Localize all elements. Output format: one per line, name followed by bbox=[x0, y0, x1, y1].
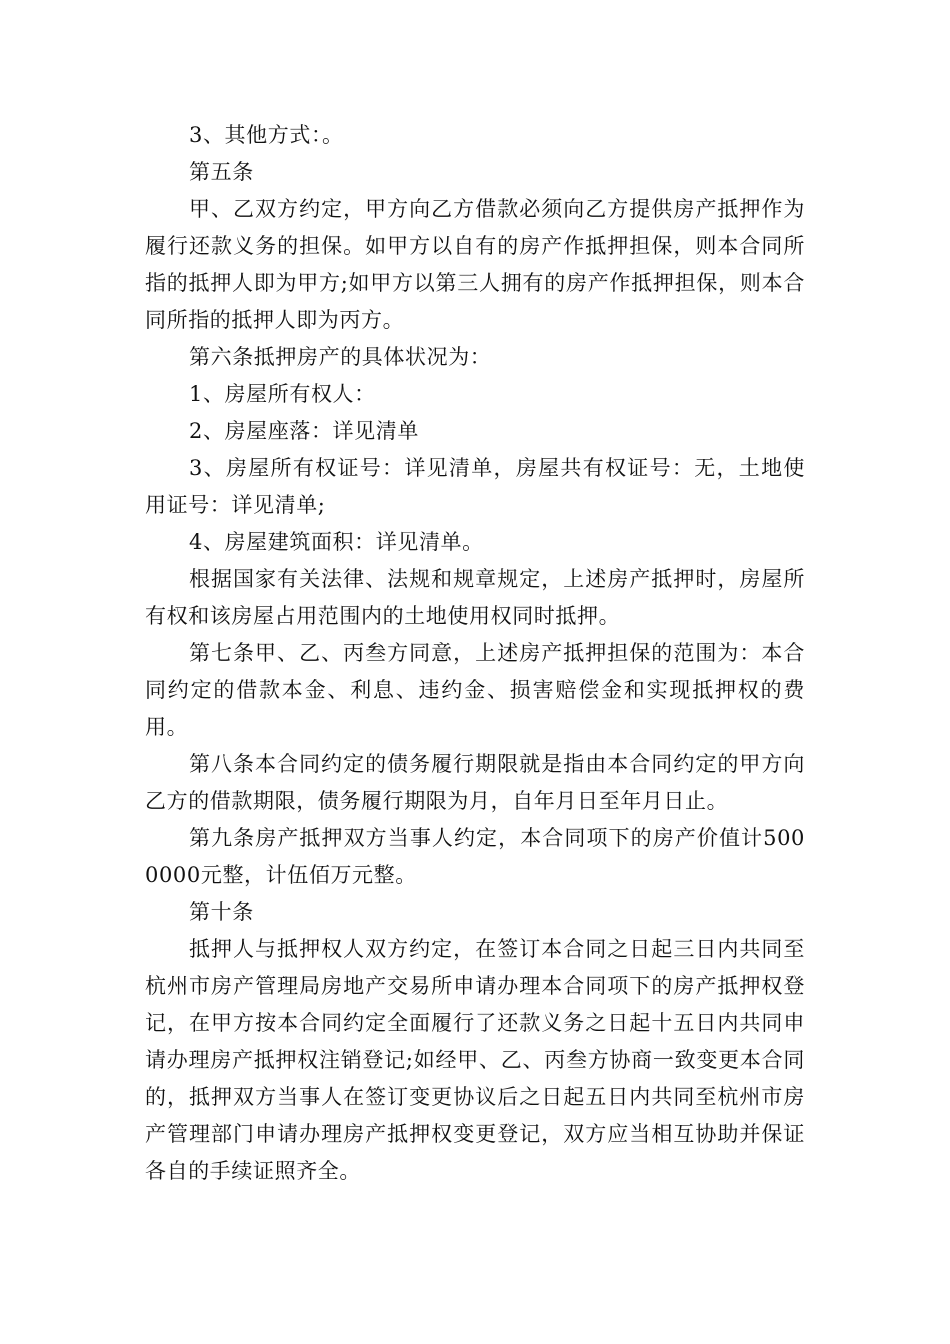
paragraph-article-5-body: 甲、乙双方约定，甲方向乙方借款必须向乙方提供房产抵押作为履行还款义务的担保。如甲方以自有的房产作抵押担保，则本合同所指的抵押人即为甲方;如甲方以第三人拥有的房产作抵押担保，则本合同所指的抵押人即为丙方。 bbox=[145, 197, 805, 332]
heading-article-10: 第十条 bbox=[189, 900, 254, 924]
document-body bbox=[145, 117, 805, 1190]
paragraph-article-8: 第八条本合同约定的债务履行期限就是指由本合同约定的甲方向乙方的借款期限，债务履行期限为月，自年月日至年月日止。 bbox=[145, 752, 805, 813]
paragraph-owner: 1、房屋所有权人： bbox=[189, 382, 376, 406]
paragraph-article-9: 第九条房产抵押双方当事人约定，本合同项下的房产价值计5000000元整，计伍佰万元整。 bbox=[145, 826, 805, 887]
paragraph-article-7: 第七条甲、乙、丙叁方同意，上述房产抵押担保的范围为：本合同约定的借款本金、利息、违约金、损害赔偿金和实现抵押权的费用。 bbox=[145, 641, 805, 739]
heading-article-5: 第五条 bbox=[189, 160, 254, 184]
paragraph-location: 2、房屋座落：详见清单 bbox=[189, 419, 419, 443]
heading-article-6: 第六条抵押房产的具体状况为： bbox=[189, 345, 492, 369]
paragraph-article-10-body: 抵押人与抵押权人双方约定，在签订本合同之日起三日内共同至杭州市房产管理局房地产交易所申请办理本合同项下的房产抵押权登记，在甲方按本合同约定全面履行了还款义务之日起十五日内共同申请办理房产抵押权注销登记;如经甲、乙、丙叁方协商一致变更本合同的，抵押双方当事人在签订变更协议后之日起五日内共同至杭州市房产管理部门申请办理房产抵押权变更登记，双方应当相互协助并保证各自的手续证照齐全。 bbox=[145, 937, 805, 1183]
paragraph-other-methods: 3、其他方式：。 bbox=[189, 123, 344, 147]
paragraph-legal-basis: 根据国家有关法律、法规和规章规定，上述房产抵押时，房屋所有权和该房屋占用范围内的土地使用权同时抵押。 bbox=[145, 567, 805, 628]
paragraph-floor-area: 4、房屋建筑面积：详见清单。 bbox=[189, 530, 484, 554]
paragraph-certificate-numbers: 3、房屋所有权证号：详见清单，房屋共有权证号：无，土地使用证号：详见清单; bbox=[145, 456, 805, 517]
